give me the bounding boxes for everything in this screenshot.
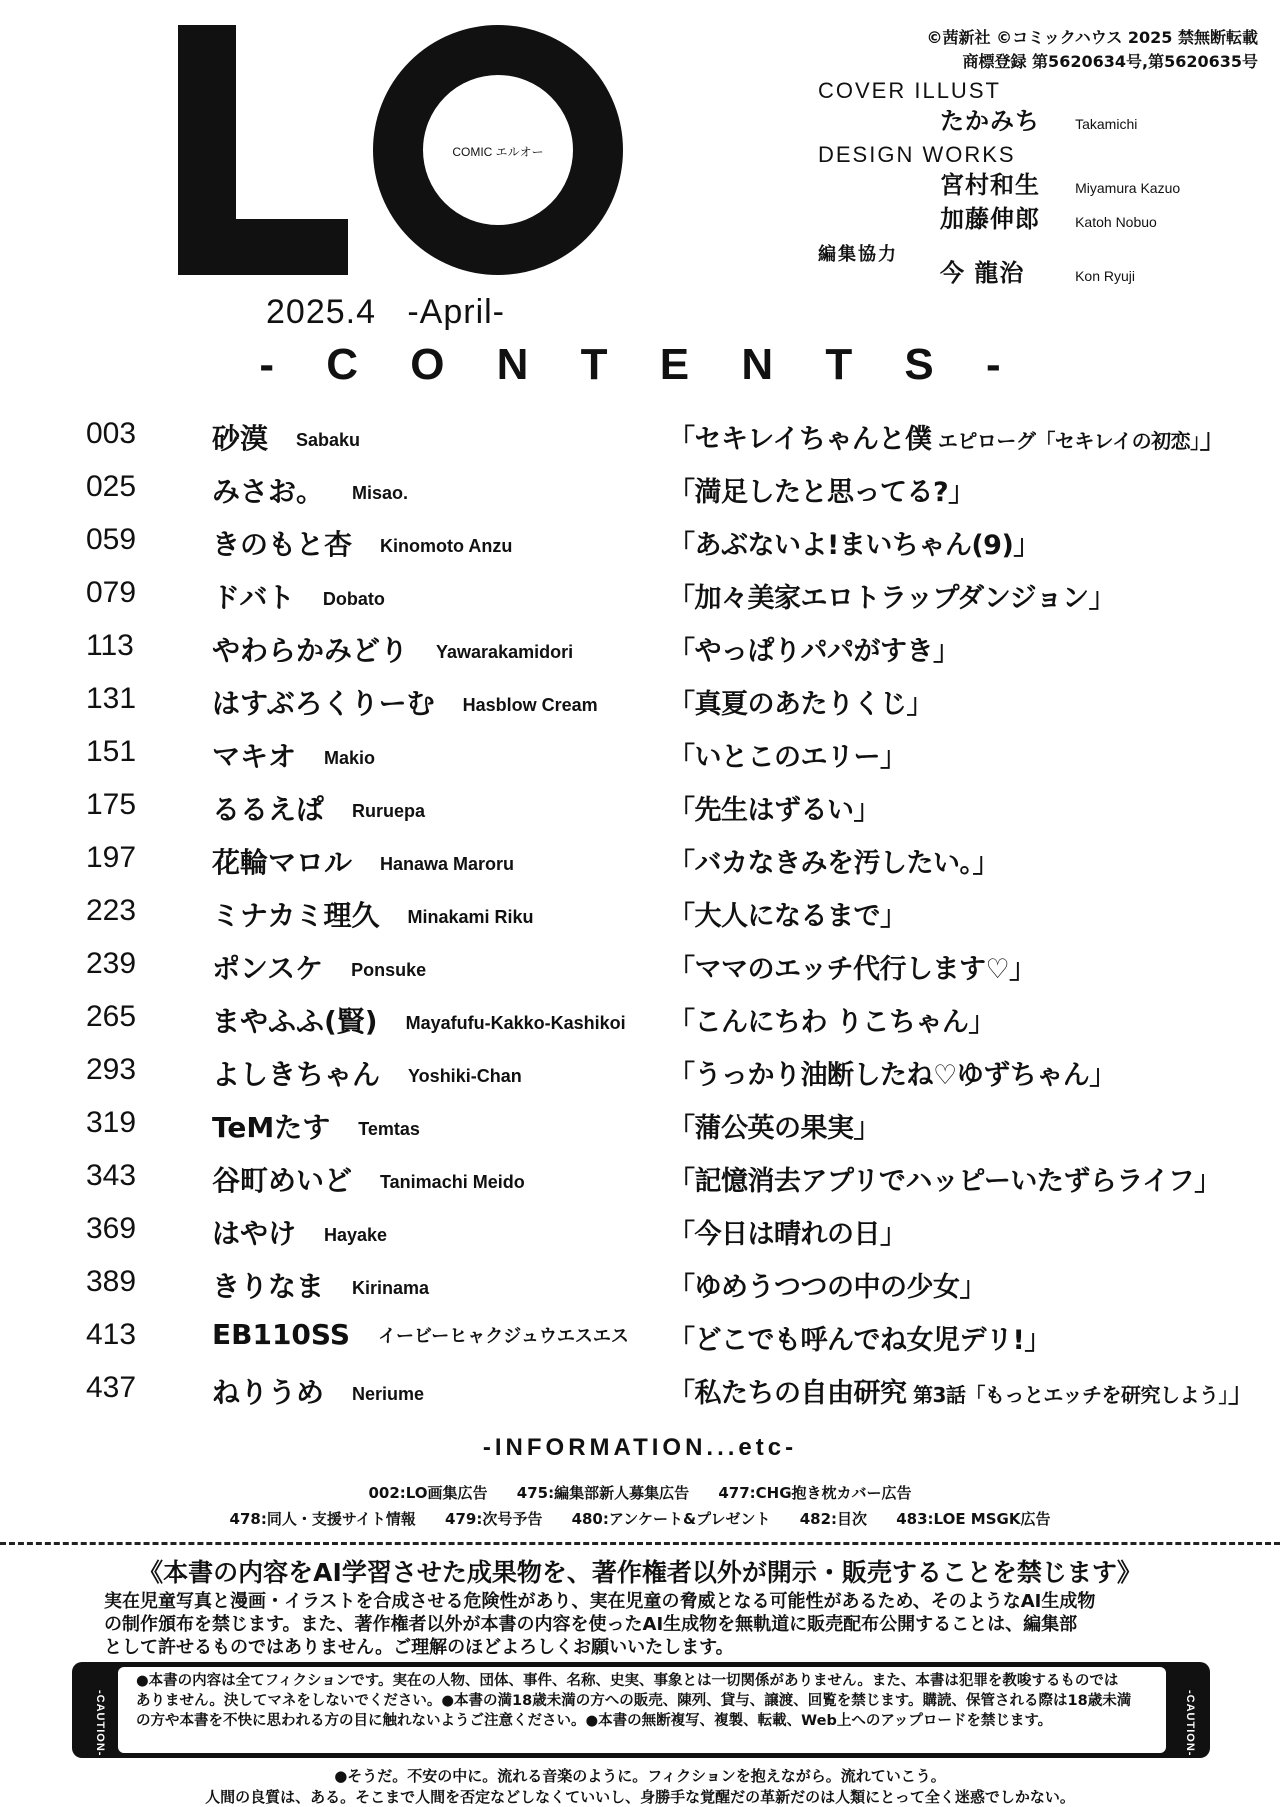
caution-line: ●本書の内容は全てフィクションです。実在の人物、団体、事件、名称、史実、事象とは一切関係がありません。また、本書は犯罪を教唆するものでは bbox=[136, 1673, 1119, 1689]
info-item: 475:編集部新人募集広告 bbox=[516, 1484, 690, 1502]
information-heading: -INFORMATION...etc- bbox=[482, 1434, 798, 1461]
ai-notice-line: 実在児童写真と漫画・イラストを合成させる危険性があり、実在児童の脅威となる可能性があるため、そのようなAI生成物 bbox=[104, 1591, 1096, 1612]
info-item: 002:LO画集広告 bbox=[368, 1484, 488, 1502]
copyright bbox=[818, 26, 1258, 74]
toc-author bbox=[212, 1106, 420, 1146]
toc-entry[interactable] bbox=[86, 733, 1216, 786]
toc-story-title bbox=[668, 841, 999, 880]
caution-text bbox=[118, 1667, 1166, 1753]
editing-support bbox=[940, 256, 1258, 290]
toc-page-number: 223 bbox=[86, 894, 137, 927]
toc-author bbox=[212, 629, 573, 669]
table-of-contents bbox=[86, 415, 1255, 1422]
toc-story-title bbox=[668, 1106, 880, 1145]
toc-author-en: Ruruepa bbox=[352, 801, 426, 821]
toc-author bbox=[212, 576, 385, 616]
toc-page-number: 413 bbox=[86, 1318, 137, 1351]
toc-author bbox=[212, 788, 425, 828]
toc-author-jp: きりなま bbox=[212, 1270, 325, 1303]
toc-author-jp: 花輪マロル bbox=[212, 846, 353, 879]
toc-entry[interactable] bbox=[86, 1369, 1255, 1422]
toc-title-main: 「蒲公英の果実」 bbox=[668, 1113, 880, 1144]
info-item: 480:アンケート&プレゼント bbox=[571, 1510, 771, 1528]
toc-entry[interactable] bbox=[86, 1104, 1216, 1157]
toc-title-main: 「満足したと思ってる?」 bbox=[668, 477, 975, 508]
toc-author-en: Hanawa Maroru bbox=[380, 854, 515, 874]
design-works-label: DESIGN WORKS bbox=[818, 142, 1016, 167]
designer bbox=[940, 168, 1258, 202]
logo-letter-l-foot bbox=[178, 219, 348, 275]
toc-page-number: 025 bbox=[86, 470, 137, 503]
info-item: 483:LOE MSGK広告 bbox=[896, 1510, 1051, 1528]
toc-author bbox=[212, 470, 408, 510]
toc-author-en: イービーヒャクジュウエスエス bbox=[378, 1326, 629, 1346]
credit-name-en: Takamichi bbox=[1075, 116, 1138, 132]
toc-author bbox=[212, 682, 598, 722]
toc-story-title bbox=[668, 576, 1115, 615]
toc-title-subtitle: エピローグ「セキレイの初恋」 bbox=[931, 429, 1200, 453]
issue-date bbox=[266, 293, 505, 332]
toc-author-en: Dobato bbox=[322, 589, 385, 609]
toc-title-main: 「やっぱりパパがすき」 bbox=[668, 636, 960, 667]
toc-title-main: 「セキレイちゃんと僕 bbox=[668, 424, 932, 455]
toc-story-title bbox=[668, 1212, 907, 1251]
toc-author-en: Hasblow Cream bbox=[462, 695, 598, 715]
info-item: 477:CHG抱き枕カバー広告 bbox=[718, 1484, 912, 1502]
toc-author-jp: ポンスケ bbox=[212, 952, 324, 985]
toc-author-jp: やわらかみどり bbox=[212, 634, 409, 667]
toc-story-title bbox=[668, 1371, 1254, 1410]
toc-story-title bbox=[668, 735, 907, 774]
toc-entry[interactable] bbox=[86, 468, 1216, 521]
toc-author-jp: EB110SS bbox=[212, 1318, 350, 1351]
toc-page-number: 265 bbox=[86, 1000, 137, 1033]
toc-page-number: 003 bbox=[86, 417, 137, 450]
toc-author bbox=[212, 894, 534, 934]
toc-author-jp: 谷町めいど bbox=[212, 1164, 353, 1197]
toc-author bbox=[212, 947, 426, 987]
toc-story-title bbox=[668, 470, 975, 509]
caution-label-right: -CAUTION- bbox=[1184, 1690, 1196, 1757]
toc-title-end: 」 bbox=[1199, 424, 1227, 455]
toc-author-jp: マキオ bbox=[212, 740, 297, 773]
toc-author-en: Temtas bbox=[358, 1119, 420, 1139]
credit-name-jp: 加藤伸郎 bbox=[940, 205, 1040, 233]
toc-author-jp: ミナカミ理久 bbox=[212, 899, 380, 932]
toc-title-main: 「どこでも呼んでね女児デリ!」 bbox=[668, 1325, 1051, 1356]
toc-page-number: 151 bbox=[86, 735, 137, 768]
toc-author bbox=[212, 1053, 522, 1093]
credit-name-en: Katoh Nobuo bbox=[1075, 214, 1157, 230]
toc-page-number: 437 bbox=[86, 1371, 137, 1404]
toc-author-jp: るるえぱ bbox=[212, 793, 325, 826]
ai-notice-heading: 《本書の内容をAI学習させた成果物を、著作権者以外が開示・販売することを禁じます》 bbox=[138, 1558, 1142, 1587]
toc-entry[interactable] bbox=[86, 680, 1216, 733]
toc-story-title bbox=[668, 1318, 1051, 1357]
toc-page-number: 059 bbox=[86, 523, 137, 556]
caution-line: の方や本書を不快に思われる方の目に触れないようご注意ください。●本書の無断複写、複製、転載、Web上へのアップロードを禁じます。 bbox=[136, 1713, 1053, 1729]
information-line-1 bbox=[0, 1482, 1280, 1503]
toc-author bbox=[212, 1371, 424, 1411]
toc-story-title bbox=[668, 788, 880, 827]
toc-author-jp: はやけ bbox=[212, 1217, 297, 1250]
toc-author-jp: よしきちゃん bbox=[212, 1058, 381, 1091]
toc-title-main: 「私たちの自由研究 bbox=[668, 1378, 907, 1409]
toc-page-number: 175 bbox=[86, 788, 137, 821]
toc-author-en: Yoshiki-Chan bbox=[408, 1066, 522, 1086]
toc-author-jp: TeMたす bbox=[212, 1111, 331, 1144]
toc-title-main: 「ママのエッチ代行します♡」 bbox=[668, 954, 1036, 985]
ai-notice-line: の制作頒布を禁じます。また、著作権者以外が本書の内容を使ったAI生成物を無軌道に販売配布公開することは、編集部 bbox=[104, 1614, 1078, 1635]
toc-title-main: 「こんにちわ りこちゃん」 bbox=[668, 1007, 995, 1038]
toc-author-en: Neriume bbox=[352, 1384, 425, 1404]
information-line-2 bbox=[0, 1508, 1280, 1529]
toc-title-main: 「ゆめうつつの中の少女」 bbox=[668, 1272, 986, 1303]
credit-name-en: Miyamura Kazuo bbox=[1075, 180, 1181, 196]
toc-story-title bbox=[668, 894, 907, 933]
toc-title-main: 「あぶないよ!まいちゃん(9)」 bbox=[668, 530, 1040, 561]
toc-author bbox=[212, 417, 360, 457]
contents-heading: - C O N T E N T S - bbox=[259, 340, 1021, 389]
toc-entry[interactable] bbox=[86, 1316, 1216, 1369]
toc-entry[interactable] bbox=[86, 1051, 1216, 1104]
designer bbox=[940, 202, 1258, 236]
toc-page-number: 319 bbox=[86, 1106, 137, 1139]
toc-entry[interactable] bbox=[86, 627, 1216, 680]
toc-story-title bbox=[668, 1053, 1116, 1092]
toc-author-en: Kirinama bbox=[352, 1278, 430, 1298]
toc-entry[interactable] bbox=[86, 1157, 1221, 1210]
toc-page-number: 197 bbox=[86, 841, 137, 874]
ai-notice-body bbox=[104, 1590, 1184, 1659]
toc-story-title bbox=[668, 682, 933, 721]
toc-page-number: 113 bbox=[86, 629, 134, 662]
toc-author bbox=[212, 735, 375, 775]
ai-notice-line: として許せるものではありません。ご理解のほどよろしくお願いいたします。 bbox=[104, 1637, 734, 1658]
toc-story-title bbox=[668, 1265, 986, 1304]
toc-title-main: 「先生はずるい」 bbox=[668, 795, 880, 826]
toc-author-jp: はすぶろくりーむ bbox=[212, 687, 435, 720]
toc-title-main: 「バカなきみを汚したい。」 bbox=[668, 848, 999, 879]
issue-date-number: 2025.4 bbox=[266, 293, 376, 331]
credit-name-jp: 宮村和生 bbox=[940, 171, 1040, 199]
credits bbox=[818, 26, 1258, 290]
cover-artist bbox=[940, 104, 1258, 138]
toc-title-end: 」 bbox=[1227, 1378, 1255, 1409]
issue-month: -April- bbox=[407, 293, 506, 331]
toc-author bbox=[212, 1265, 429, 1305]
toc-author-jp: まやふふ(賢) bbox=[212, 1005, 378, 1038]
toc-title-main: 「うっかり油断したね♡ゆずちゃん」 bbox=[668, 1060, 1116, 1091]
toc-story-title bbox=[668, 947, 1036, 986]
toc-page-number: 369 bbox=[86, 1212, 137, 1245]
toc-page-number: 079 bbox=[86, 576, 137, 609]
toc-entry[interactable] bbox=[86, 415, 1227, 468]
toc-entry[interactable] bbox=[86, 892, 1216, 945]
toc-title-main: 「大人になるまで」 bbox=[668, 901, 907, 932]
info-item: 479:次号予告 bbox=[445, 1510, 543, 1528]
toc-author-en: Kinomoto Anzu bbox=[380, 536, 513, 556]
toc-author-en: Sabaku bbox=[296, 430, 361, 450]
toc-author-en: Ponsuke bbox=[351, 960, 427, 980]
toc-author-jp: 砂漠 bbox=[212, 422, 269, 455]
toc-story-title bbox=[668, 1159, 1221, 1198]
cover-illust-label: COVER ILLUST bbox=[818, 78, 1001, 103]
copyright-line-1: ©茜新社 ©コミックハウス 2025 禁無断転載 bbox=[926, 28, 1258, 47]
toc-page-number: 239 bbox=[86, 947, 137, 980]
toc-story-title bbox=[668, 629, 960, 668]
toc-title-main: 「加々美家エロトラップダンジョン」 bbox=[668, 583, 1116, 614]
credit-name-jp: 今 龍治 bbox=[940, 259, 1025, 287]
toc-page-number: 293 bbox=[86, 1053, 137, 1086]
info-item: 482:目次 bbox=[799, 1510, 868, 1528]
toc-story-title bbox=[668, 1000, 995, 1039]
caution-box bbox=[72, 1662, 1210, 1758]
caution-label-left: -CAUTION- bbox=[94, 1690, 106, 1757]
toc-title-main: 「いとこのエリー」 bbox=[668, 742, 907, 773]
toc-title-main: 「今日は晴れの日」 bbox=[668, 1219, 907, 1250]
dashed-divider bbox=[0, 1542, 1280, 1545]
editing-support-label: 編集協力 bbox=[818, 244, 898, 264]
toc-author bbox=[212, 523, 512, 563]
info-item: 478:同人・支援サイト情報 bbox=[229, 1510, 416, 1528]
credit-name-en: Kon Ryuji bbox=[1075, 268, 1136, 284]
caution-line: ありません。決してマネをしないでください。●本書の満18歳未満の方への販売、陳列、貸与、譲渡、回覧を禁じます。購読、保管される際は18歳未満 bbox=[136, 1693, 1132, 1709]
toc-author-jp: きのもと杏 bbox=[212, 528, 353, 561]
toc-entry[interactable] bbox=[86, 998, 1216, 1051]
toc-author-en: Tanimachi Meido bbox=[380, 1172, 525, 1192]
toc-author bbox=[212, 1000, 626, 1040]
footer-line-2: 人間の良質は、ある。そこまで人間を否定などしなくていいし、身勝手な覚醒だの革新だのは人類にとって全く迷惑でしかない。 bbox=[205, 1788, 1075, 1806]
toc-story-title bbox=[668, 523, 1040, 562]
copyright-line-2: 商標登録 第5620634号,第5620635号 bbox=[962, 52, 1258, 71]
logo-sub: COMIC エルオー bbox=[452, 145, 544, 159]
toc-entry[interactable] bbox=[86, 839, 1216, 892]
toc-author-en: Minakami Riku bbox=[407, 907, 534, 927]
toc-title-subtitle: 第3話「もっとエッチを研究しよう」 bbox=[906, 1383, 1228, 1407]
toc-entry[interactable] bbox=[86, 1210, 1216, 1263]
toc-page-number: 131 bbox=[86, 682, 137, 715]
toc-author-en: Yawarakamidori bbox=[436, 642, 574, 662]
toc-author-en: Mayafufu-Kakko-Kashikoi bbox=[405, 1013, 626, 1033]
toc-author bbox=[212, 1159, 525, 1199]
toc-author-en: Makio bbox=[324, 748, 376, 768]
toc-author-en: Hayake bbox=[324, 1225, 388, 1245]
lo-logo bbox=[178, 25, 628, 275]
toc-author-jp: みさお。 bbox=[212, 475, 325, 508]
toc-author bbox=[212, 841, 514, 881]
toc-author bbox=[212, 1318, 629, 1351]
toc-author-jp: ねりうめ bbox=[212, 1376, 325, 1409]
toc-author-jp: ドバト bbox=[212, 581, 295, 614]
toc-story-title bbox=[668, 417, 1226, 456]
toc-page-number: 343 bbox=[86, 1159, 137, 1192]
footer-line-1: ●そうだ。不安の中に。流れる音楽のように。フィクションを抱えながら。流れていこう。 bbox=[334, 1767, 946, 1785]
toc-page-number: 389 bbox=[86, 1265, 137, 1298]
toc-entry[interactable] bbox=[86, 1263, 1216, 1316]
toc-entry[interactable] bbox=[86, 574, 1216, 627]
toc-entry[interactable] bbox=[86, 786, 1216, 839]
toc-entry[interactable] bbox=[86, 521, 1216, 574]
toc-entry[interactable] bbox=[86, 945, 1216, 998]
toc-title-main: 「記憶消去アプリでハッピーいたずらライフ」 bbox=[668, 1166, 1221, 1197]
toc-author bbox=[212, 1212, 387, 1252]
credit-name-jp: たかみち bbox=[940, 107, 1040, 135]
toc-author-en: Misao. bbox=[352, 483, 409, 503]
toc-title-main: 「真夏のあたりくじ」 bbox=[668, 689, 933, 720]
